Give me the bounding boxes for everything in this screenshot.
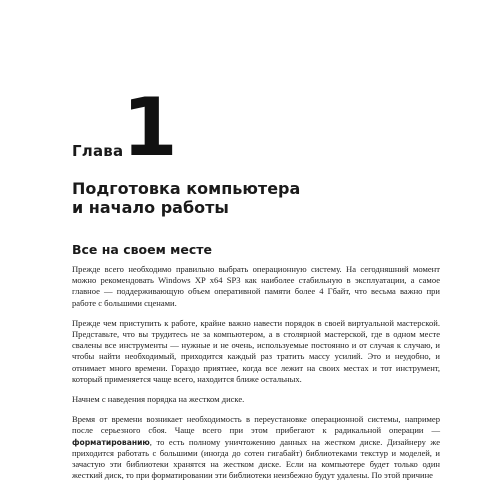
paragraph-4-start: Время от времени возникает необходимость в переустановке операционной системы, например после серьезного сбоя. Чаще всего при этом прибегают к радикальной операции — <box>72 414 440 436</box>
paragraph-4 <box>72 414 440 481</box>
paragraph-3: Начнем с наведения порядка на жестком диске. <box>72 394 245 405</box>
chapter-title-line-2: и начало работы <box>72 198 229 217</box>
paragraph-2: Прежде чем приступить к работе, крайне важно навести порядок в своей виртуальной мастерской. Представьте, что вы трудитесь не за компьютером, а в столярной мастерской, где в одном месте свалены все инструменты — нужные и не очень, используемые постоянно и от случая к случаю, и чтобы найти необходимый, приходится каждый раз тратить массу усилий. Это и неудобно, и отнимает много времени. Гораздо приятнее, когда все лежит на своих местах и тот инструмент, который применяется чаще всего, находится ближе остальных. <box>72 317 440 384</box>
body-text <box>72 264 440 490</box>
section-title: Все на своем месте <box>72 242 212 257</box>
chapter-number: 1 <box>122 81 176 174</box>
chapter-title-line-1: Подготовка компьютера <box>72 179 301 198</box>
chapter-label: Глава <box>72 142 124 160</box>
paragraph-4-end: , то есть полному уничтожению данных на жестком диске. Дизайнеру же приходится работать с большими (иногда до сотен гигабайт) библиотеками текстур и моделей, и зачастую эти библиотеки хранятся на жестком диске. Если на компьютере будет только один жесткий диск, то при форматировании эти библиотеки неизбежно будут удалены. По этой причине <box>72 436 440 481</box>
paragraph-4-bold-term: форматированию <box>72 437 150 447</box>
chapter-title <box>72 179 432 217</box>
chapter-heading <box>72 81 432 174</box>
paragraph-1: Прежде всего необходимо правильно выбрать операционную систему. На сегодняшний момент можно рекомендовать Windows XP x64 SP3 как наиболее стабильную в эксплуатации, а самое главное — поддерживающую объем оперативной памяти более 4 Гбайт, что весьма важно при работе с большими сценами. <box>72 264 440 308</box>
